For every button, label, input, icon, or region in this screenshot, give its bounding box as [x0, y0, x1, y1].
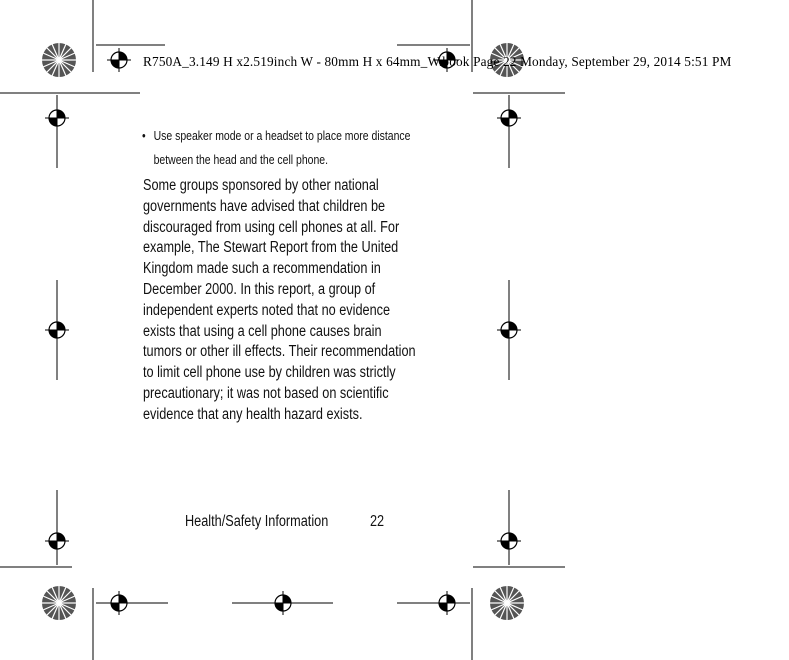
footer-page-number: 22 — [370, 513, 385, 530]
registration-crosshair-icon — [45, 529, 69, 553]
footer-section-title: Health/Safety Information — [185, 513, 329, 530]
registration-crosshair-icon — [45, 318, 69, 342]
body-paragraph: Some groups sponsored by other national governments have advised that children be discouraged from using cell phones at all. For example, The Stewart Report from the United Kingdom made such a recommendation in December 2000. In this report, a group of independent experts noted that no evidence exists that using a cell phone causes brain tumors or other ill effects. Their recommendation to limit cell phone use by children was strictly precautionary; it was not based on scientific evidence that any health hazard exists. — [143, 177, 416, 423]
registration-crosshair-icon — [45, 106, 69, 130]
registration-crosshair-icon — [107, 48, 131, 72]
print-slug-line: R750A_3.149 H x2.519inch W - 80mm H x 64mm_W.book Page 22 Monday, September 29, 2014 5:51 PM — [143, 54, 732, 69]
bullet-marker: • — [142, 129, 146, 143]
registration-crosshair-icon — [435, 591, 459, 615]
bullet-item — [142, 124, 424, 172]
registration-crosshair-icon — [271, 591, 295, 615]
registration-crosshair-icon — [497, 529, 521, 553]
starburst-registration-icon — [42, 43, 76, 77]
registration-crosshair-icon — [497, 106, 521, 130]
starburst-registration-icon — [490, 586, 524, 620]
registration-crosshair-icon — [107, 591, 131, 615]
starburst-registration-icon — [42, 586, 76, 620]
bullet-text: Use speaker mode or a headset to place more distance between the head and the cell phone. — [153, 129, 411, 167]
registration-crosshair-icon — [497, 318, 521, 342]
